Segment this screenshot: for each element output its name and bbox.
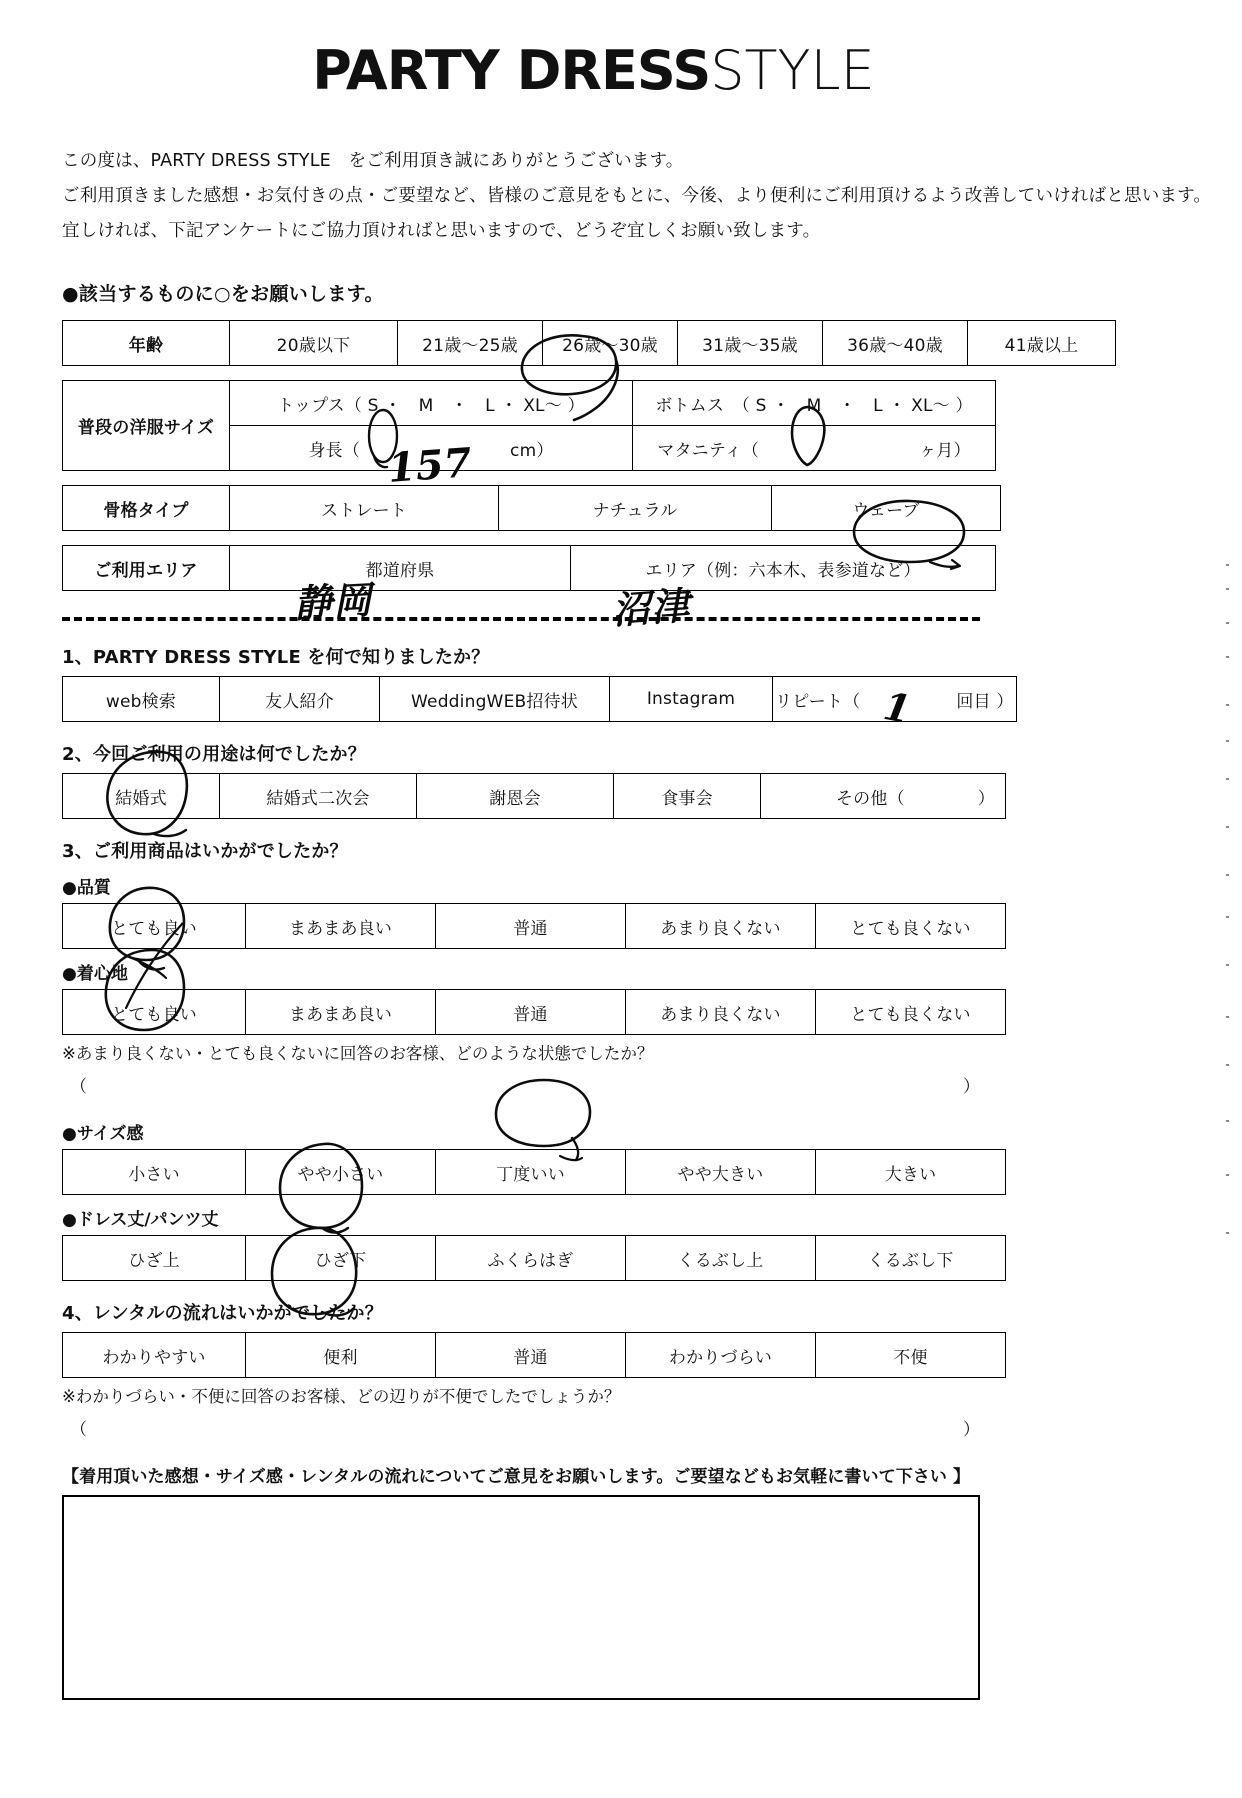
frame-option-0[interactable]: ストレート bbox=[230, 486, 499, 531]
q4-option-0[interactable]: わかりやすい bbox=[63, 1333, 246, 1378]
fit-table bbox=[62, 1149, 1006, 1195]
frame-option-2[interactable]: ウェーブ bbox=[772, 486, 1001, 531]
brand-name-light: STYLE bbox=[710, 39, 875, 102]
area-label: ご利用エリア bbox=[63, 546, 230, 591]
height-unit: cm） bbox=[510, 440, 554, 461]
comfort-option-4[interactable]: とても良くない bbox=[816, 990, 1006, 1035]
fit-option-0[interactable]: 小さい bbox=[63, 1150, 246, 1195]
intro-line-2: ご利用頂きました感想・お気付きの点・ご要望など、皆様のご意見をもとに、今後、より便利にご利用頂けるよう改善していければと思います。 bbox=[62, 186, 1212, 206]
quality-option-4[interactable]: とても良くない bbox=[816, 904, 1006, 949]
age-option-5[interactable]: 41歳以上 bbox=[968, 321, 1116, 366]
quality-label: ●品質 bbox=[62, 878, 111, 898]
q1-option-1[interactable]: 友人紹介 bbox=[220, 677, 380, 722]
comfort-note-close: ） bbox=[963, 1077, 980, 1097]
fit-option-3[interactable]: やや大きい bbox=[626, 1150, 816, 1195]
q1-repeat-label: リピート（ bbox=[775, 691, 861, 712]
question-1-heading: 1、PARTY DRESS STYLE を何で知りましたか？ bbox=[62, 647, 490, 668]
comment-textarea[interactable] bbox=[62, 1495, 980, 1700]
question-4-heading: 4、レンタルの流れはいかがでしたか？ bbox=[62, 1303, 383, 1324]
age-option-3[interactable]: 31歳～35歳 bbox=[678, 321, 823, 366]
bottoms-size-cell[interactable]: ボトムス （ S ・ M ・ L ・ XL～ ） bbox=[633, 381, 996, 426]
q4-note: ※わかりづらい・不便に回答のお客様、どの辺りが不便でしたでしょうか？ bbox=[62, 1387, 621, 1406]
maternity-cell[interactable] bbox=[633, 426, 996, 471]
comfort-option-1[interactable]: まあまあ良い bbox=[246, 990, 436, 1035]
frame-option-1[interactable]: ナチュラル bbox=[499, 486, 772, 531]
table-row bbox=[63, 546, 996, 591]
q2-table bbox=[62, 773, 1006, 819]
length-option-3[interactable]: くるぶし上 bbox=[626, 1236, 816, 1281]
comfort-option-3[interactable]: あまり良くない bbox=[626, 990, 816, 1035]
question-2-heading: 2、今回ご利用の用途は何でしたか？ bbox=[62, 744, 366, 765]
table-row bbox=[63, 1150, 1006, 1195]
q4-note-close: ） bbox=[963, 1420, 980, 1440]
maternity-label: マタニティ（ bbox=[657, 440, 760, 461]
frame-label: 骨格タイプ bbox=[63, 486, 230, 531]
area-table bbox=[62, 545, 996, 591]
q1-repeat-cell[interactable] bbox=[773, 677, 1017, 722]
comfort-note: ※あまり良くない・とても良くないに回答のお客様、どのような状態でしたか？ bbox=[62, 1044, 654, 1063]
comfort-table bbox=[62, 989, 1006, 1035]
comment-box-heading: 【着用頂いた感想・サイズ感・レンタルの流れについてご意見をお願いします。ご要望などもお気軽に書いて下さい 】 bbox=[62, 1467, 971, 1487]
quality-table bbox=[62, 903, 1006, 949]
intro-line-3: 宜しければ、下記アンケートにご協力頂ければと思いますので、どうぞ宜しくお願い致します。 bbox=[62, 221, 821, 241]
q4-option-3[interactable]: わかりづらい bbox=[626, 1333, 816, 1378]
repeat-count-handwriting: 1 bbox=[880, 683, 915, 732]
q4-option-2[interactable]: 普通 bbox=[436, 1333, 626, 1378]
size-label: 普段の洋服サイズ bbox=[63, 381, 230, 471]
length-option-2[interactable]: ふくらはぎ bbox=[436, 1236, 626, 1281]
frame-type-table bbox=[62, 485, 1001, 531]
area-field[interactable]: エリア（例：六本木、表参道など） bbox=[571, 546, 996, 591]
q4-option-4[interactable]: 不便 bbox=[816, 1333, 1006, 1378]
length-option-1[interactable]: ひざ下 bbox=[246, 1236, 436, 1281]
q4-option-1[interactable]: 便利 bbox=[246, 1333, 436, 1378]
quality-option-2[interactable]: 普通 bbox=[436, 904, 626, 949]
q2-option-0[interactable]: 結婚式 bbox=[63, 774, 220, 819]
height-cell[interactable] bbox=[230, 426, 633, 471]
q4-note-input[interactable] bbox=[70, 1415, 980, 1440]
page-title bbox=[0, 39, 1242, 102]
fit-label: ●サイズ感 bbox=[62, 1124, 144, 1144]
q2-option-1[interactable]: 結婚式二次会 bbox=[220, 774, 417, 819]
table-row bbox=[63, 321, 1116, 366]
q4-note-open: （ bbox=[70, 1420, 87, 1440]
length-option-0[interactable]: ひざ上 bbox=[63, 1236, 246, 1281]
fit-option-2[interactable]: 丁度いい bbox=[436, 1150, 626, 1195]
comfort-note-input[interactable] bbox=[70, 1072, 980, 1097]
tops-size-cell[interactable]: トップス（ S ・ M ・ L ・ XL～ ） bbox=[230, 381, 633, 426]
age-option-0[interactable]: 20歳以下 bbox=[230, 321, 398, 366]
q2-other-label: その他（ bbox=[835, 788, 905, 809]
age-label: 年齢 bbox=[63, 321, 230, 366]
scan-artifacts bbox=[1226, 564, 1236, 1264]
table-row bbox=[63, 990, 1006, 1035]
q2-other-close: ） bbox=[977, 788, 995, 809]
area-handwriting: 沼津 bbox=[610, 582, 692, 633]
height-handwriting: 157 bbox=[386, 439, 474, 492]
q4-table bbox=[62, 1332, 1006, 1378]
comfort-label: ●着心地 bbox=[62, 964, 128, 984]
length-option-4[interactable]: くるぶし下 bbox=[816, 1236, 1006, 1281]
prefecture-handwriting: 静岡 bbox=[293, 576, 374, 627]
height-label: 身長（ bbox=[308, 440, 361, 461]
table-row bbox=[63, 381, 996, 426]
table-row bbox=[63, 486, 1001, 531]
table-row bbox=[63, 1333, 1006, 1378]
age-option-2[interactable]: 26歳～30歳 bbox=[543, 321, 678, 366]
q1-option-3[interactable]: Instagram bbox=[610, 677, 773, 722]
table-row bbox=[63, 1236, 1006, 1281]
fit-option-4[interactable]: 大きい bbox=[816, 1150, 1006, 1195]
length-label: ●ドレス丈/パンツ丈 bbox=[62, 1210, 219, 1230]
q2-option-2[interactable]: 謝恩会 bbox=[417, 774, 614, 819]
q1-table bbox=[62, 676, 1017, 722]
clothing-size-table bbox=[62, 380, 996, 471]
quality-option-3[interactable]: あまり良くない bbox=[626, 904, 816, 949]
age-option-4[interactable]: 36歳～40歳 bbox=[823, 321, 968, 366]
quality-option-0[interactable]: とても良い bbox=[63, 904, 246, 949]
comfort-note-open: （ bbox=[70, 1077, 87, 1097]
fit-option-1[interactable]: やや小さい bbox=[246, 1150, 436, 1195]
brand-name-bold: PARTY DRESS bbox=[312, 39, 711, 102]
intro-paragraph bbox=[62, 144, 1242, 249]
quality-option-1[interactable]: まあまあ良い bbox=[246, 904, 436, 949]
q1-option-2[interactable]: WeddingWEB招待状 bbox=[380, 677, 610, 722]
q2-option-3[interactable]: 食事会 bbox=[614, 774, 761, 819]
intro-line-1: この度は、PARTY DRESS STYLE をご利用頂き誠にありがとうございます。 bbox=[62, 151, 684, 171]
instruction-line: ●該当するものに○をお願いします。 bbox=[62, 283, 384, 305]
table-row bbox=[63, 904, 1006, 949]
comfort-option-2[interactable]: 普通 bbox=[436, 990, 626, 1035]
q2-other-cell[interactable] bbox=[761, 774, 1006, 819]
age-table bbox=[62, 320, 1116, 366]
length-table bbox=[62, 1235, 1006, 1281]
prefecture-field[interactable]: 都道府県 bbox=[230, 546, 571, 591]
age-option-1[interactable]: 21歳～25歳 bbox=[398, 321, 543, 366]
comfort-option-0[interactable]: とても良い bbox=[63, 990, 246, 1035]
survey-page bbox=[0, 39, 1242, 1798]
table-row bbox=[63, 774, 1006, 819]
maternity-unit: ヶ月） bbox=[919, 440, 971, 461]
section-divider bbox=[62, 617, 980, 621]
q1-option-0[interactable]: web検索 bbox=[63, 677, 220, 722]
table-row bbox=[63, 677, 1017, 722]
question-3-heading: 3、ご利用商品はいかがでしたか？ bbox=[62, 841, 348, 862]
q1-repeat-suffix: 回目 ） bbox=[956, 691, 1014, 712]
